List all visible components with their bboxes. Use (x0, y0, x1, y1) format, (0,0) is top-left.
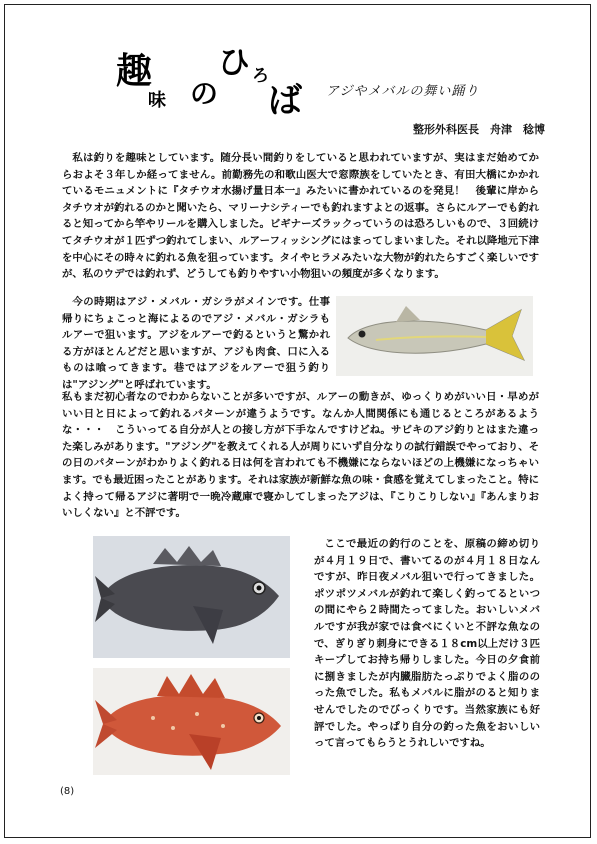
title-char-3: の (190, 77, 219, 110)
author-line: 整形外科医長 舟津 稔博 (413, 123, 545, 136)
title-char-6: ば (268, 81, 302, 121)
title-char-1: 趣 (116, 51, 153, 92)
article-subtitle: アジやメバルの舞い踊り (326, 84, 480, 99)
kasago-fish-icon (93, 668, 290, 775)
photo-mebaru-fish (93, 536, 290, 658)
title-char-2: 味 (148, 90, 166, 111)
title-char-4: ひ (218, 43, 251, 81)
photo-kasago-fish (93, 668, 290, 775)
title-char-5: ろ (252, 66, 269, 86)
paragraph-ajing: 私もまだ初心者なのでわからないことが多いですが、ルアーの動きが、ゆっくりめがいい日・早めがいい日と日によって釣れるパターンが違うようです。なんか人間関係にも通じるところがあるような・・・ こういってる自分が人との接し方が下手なんですけどね。サビキのアジ釣りとはまた違った楽しみがあります。"アジング"を教えてくれる人が周りにいず自分なりの試行錯誤でやっており、その日のパターンがわかりよく釣れる日は何を言われても不機嫌にならないほどの上機嫌になっちゃいます。でも最近困ったことがあります。それは家族が新鮮な魚の味・食感を覚えてしまったこと。特によく持って帰るアジに著明で一晩冷蔵庫で寝かしてしまったアジは、『こりこりしない』『あんまりおいしくない』と不評です。 (62, 391, 539, 520)
page-number: (8) (60, 786, 75, 797)
aji-fish-icon (336, 296, 533, 376)
paragraph-aji: 今の時期はアジ・メバル・ガシラがメインです。仕事帰りにちょこっと海によるのでアジ・メバル・ガシラもルアーで狙います。アジをルアーで釣るというと驚かれる方がほとんどだと思いますが、アジも肉食、口に入るものは喰ってきます。巷ではアジをルアーで狙う釣りは"アジング"と呼ばれています。 (62, 296, 330, 391)
mebaru-fish-icon (93, 536, 290, 658)
photo-aji-fish (336, 296, 533, 376)
paragraph-intro: 私は釣りを趣味としています。随分長い間釣りをしていると思われていますが、実はまだ始めてからおよそ３年しか経ってません。前勤務先の和歌山医大で窓際族をしていたとき、有田大橋にかかれているモニュメントに『タチウオ水揚げ量日本一』みたいに書かれているのを発見！ 後輩に岸からタチウオが釣れるのかと聞いたら、マリーナシティーでも釣れますよとの返事。さらにルアーでも釣れると知ってから竿やリールを購入しました。ビギナーズラックっていうのは恐ろしいもので、３回続けてタチウオが１匹ずつ釣れてしまい、ルアーフィッシングにはまってしまいました。それ以降地元下津を中心にその時々に釣れる魚を狙っています。タイやヒラメみたいな大物が釣れたらすごく楽しいですが、私のウデでは釣れず、どうしても釣りやすい小物狙いの頻度が多くなります。 (62, 152, 539, 281)
paragraph-mebaru: ここで最近の釣行のことを、原稿の締め切りが４月１９日で、書いてるのが４月１８日なんですが、昨日夜メバル狙いで行ってきました。ポツポツメバルが釣れて楽しく釣ってるといつの間にやら２時間たってました。おいしいメバルですが我が家では食べにくいと不評な魚なので、ぎりぎり刺身にできる１８cm以上だけ３匹キープしてお持ち帰りしました。今日の夕食前に捌きましたが内臓脂肪たっぷりでよく脂ののった魚でした。私もメバルに脂がのると知りませんでしたのでびっくりです。当然家族にも好評でした。やっぱり自分の釣った魚をおいしいって言ってもらうとうれしいですね。 (314, 538, 540, 750)
